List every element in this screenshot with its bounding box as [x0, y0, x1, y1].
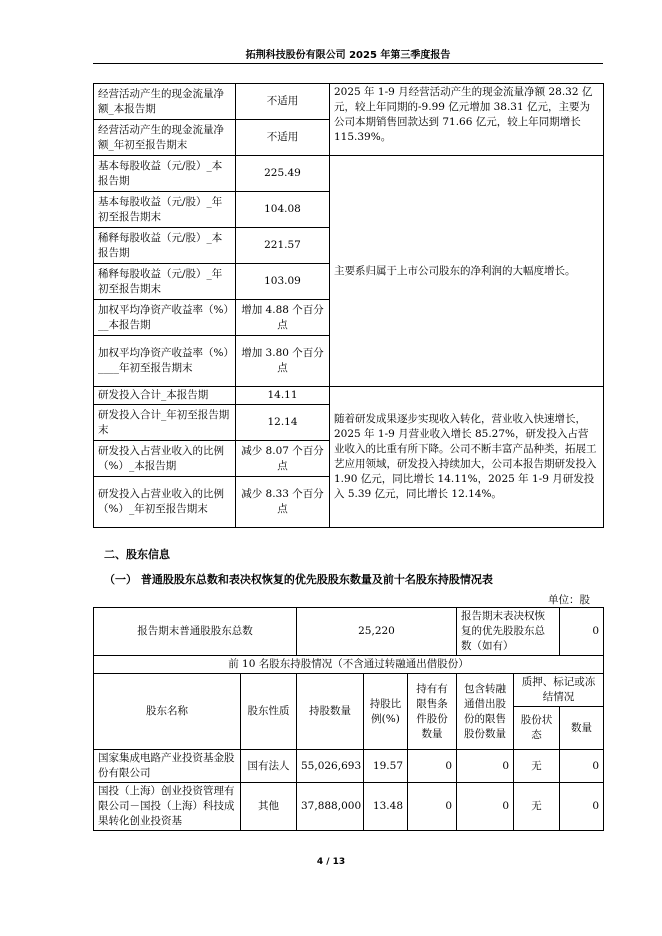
- indicator-value: 减少 8.33 个百分点: [236, 477, 330, 528]
- indicator-name: 经营活动产生的现金流量净额_本报告期: [94, 84, 236, 120]
- page-number: 4 / 13: [316, 857, 346, 867]
- header-ratio: 持股比例(%): [364, 674, 408, 750]
- shareholder-restricted: 0: [408, 750, 457, 783]
- header-shares: 持股数量: [297, 674, 364, 750]
- header-restricted: 持有有限售条件股份数量: [408, 674, 457, 750]
- indicator-value: 减少 8.07 个百分点: [236, 441, 330, 477]
- indicator-reason: 2025 年 1-9 月经营活动产生的现金流量净额 28.32 亿元，较上年同期的-9.99 亿元增加 38.31 亿元，主要为公司本期销售回款达到 71.66 亿元，较上年同期增长 115.39%。: [330, 84, 604, 156]
- shareholder-lending: 0: [457, 783, 514, 831]
- preferred-shareholders-value: 0: [560, 608, 604, 656]
- header-qty: 数量: [560, 707, 604, 750]
- shareholder-nature: 其他: [241, 783, 297, 831]
- shareholder-restricted: 0: [408, 783, 457, 831]
- shareholder-qty: 0: [560, 750, 604, 783]
- indicator-name: 研发投入占营业收入的比例（%）_本报告期: [94, 441, 236, 477]
- shareholder-shares: 55,026,693: [297, 750, 364, 783]
- indicator-value: 225.49: [236, 156, 330, 192]
- indicator-value: 221.57: [236, 228, 330, 264]
- indicator-name: 加权平均净资产收益率（%）__本报告期: [94, 300, 236, 336]
- financial-indicators-table: [93, 83, 604, 528]
- indicator-name: 稀释每股收益（元/股）_年初至报告期末: [94, 264, 236, 300]
- indicator-name: 加权平均净资产收益率（%）____年初至报告期末: [94, 336, 236, 387]
- indicator-name: 研发投入合计_本报告期: [94, 387, 236, 405]
- indicator-name: 经营活动产生的现金流量净额_年初至报告期末: [94, 120, 236, 156]
- indicator-value: 增加 4.88 个百分点: [236, 300, 330, 336]
- shareholder-lending: 0: [457, 750, 514, 783]
- shareholder-nature: 国有法人: [241, 750, 297, 783]
- indicator-value: 12.14: [236, 405, 330, 441]
- total-shareholders-label: 报告期末普通股股东总数: [94, 608, 297, 656]
- header-status: 股份状态: [514, 707, 560, 750]
- indicator-name: 研发投入占营业收入的比例（%）_年初至报告期末: [94, 477, 236, 528]
- shareholder-ratio: 19.57: [364, 750, 408, 783]
- top10-title: 前 10 名股东持股情况（不含通过转融通出借股份）: [94, 656, 604, 674]
- indicator-name: 稀释每股收益（元/股）_本报告期: [94, 228, 236, 264]
- indicator-value: 增加 3.80 个百分点: [236, 336, 330, 387]
- header-name: 股东名称: [94, 674, 241, 750]
- total-shareholders-value: 25,220: [297, 608, 457, 656]
- indicator-value: 103.09: [236, 264, 330, 300]
- shareholder-shares: 37,888,000: [297, 783, 364, 831]
- shareholder-ratio: 13.48: [364, 783, 408, 831]
- shareholder-status: 无: [514, 783, 560, 831]
- indicator-value: 不适用: [236, 120, 330, 156]
- indicator-name: 研发投入合计_年初至报告期末: [94, 405, 236, 441]
- shareholders-table: [93, 607, 604, 831]
- indicator-value: 不适用: [236, 84, 330, 120]
- header-lending: 包含转融通借出股份的限售股份数量: [457, 674, 514, 750]
- section-title: 二、股东信息: [104, 548, 170, 561]
- indicator-name: 基本每股收益（元/股）_本报告期: [94, 156, 236, 192]
- shareholder-status: 无: [514, 750, 560, 783]
- unit-label: 单位：股: [548, 594, 590, 606]
- shareholder-name: 国投（上海）创业投资管理有限公司－国投（上海）科技成果转化创业投资基: [94, 783, 241, 831]
- indicator-reason: 随着研发成果逐步实现收入转化，营业收入快速增长，2025 年 1-9 月营业收入增长 85.27%，研发投入占营业收入的比重有所下降。公司不断丰富产品种类，拓展工艺应用领域，研发投入持续加大，公司本报告期研发投入 1.90 亿元，同比增长 14.11%，2025 年 1-9 月研发投入 5.39 亿元，同比增长 12.14%。: [330, 387, 604, 528]
- preferred-shareholders-label: 报告期末表决权恢复的优先股股东总数（如有）: [457, 608, 560, 656]
- indicator-value: 14.11: [236, 387, 330, 405]
- shareholder-name: 国家集成电路产业投资基金股份有限公司: [94, 750, 241, 783]
- indicator-value: 104.08: [236, 192, 330, 228]
- section-subtitle: （一） 普通股股东总数和表决权恢复的优先股股东数量及前十名股东持股情况表: [104, 573, 493, 586]
- indicator-reason: 主要系归属于上市公司股东的净利润的大幅度增长。: [330, 156, 604, 387]
- header-nature: 股东性质: [241, 674, 297, 750]
- header-pledge: 质押、标记或冻结情况: [514, 674, 604, 707]
- shareholder-qty: 0: [560, 783, 604, 831]
- indicator-name: 基本每股收益（元/股）_年初至报告期末: [94, 192, 236, 228]
- page-header: 拓荆科技股份有限公司 2025 年第三季度报告: [93, 46, 603, 64]
